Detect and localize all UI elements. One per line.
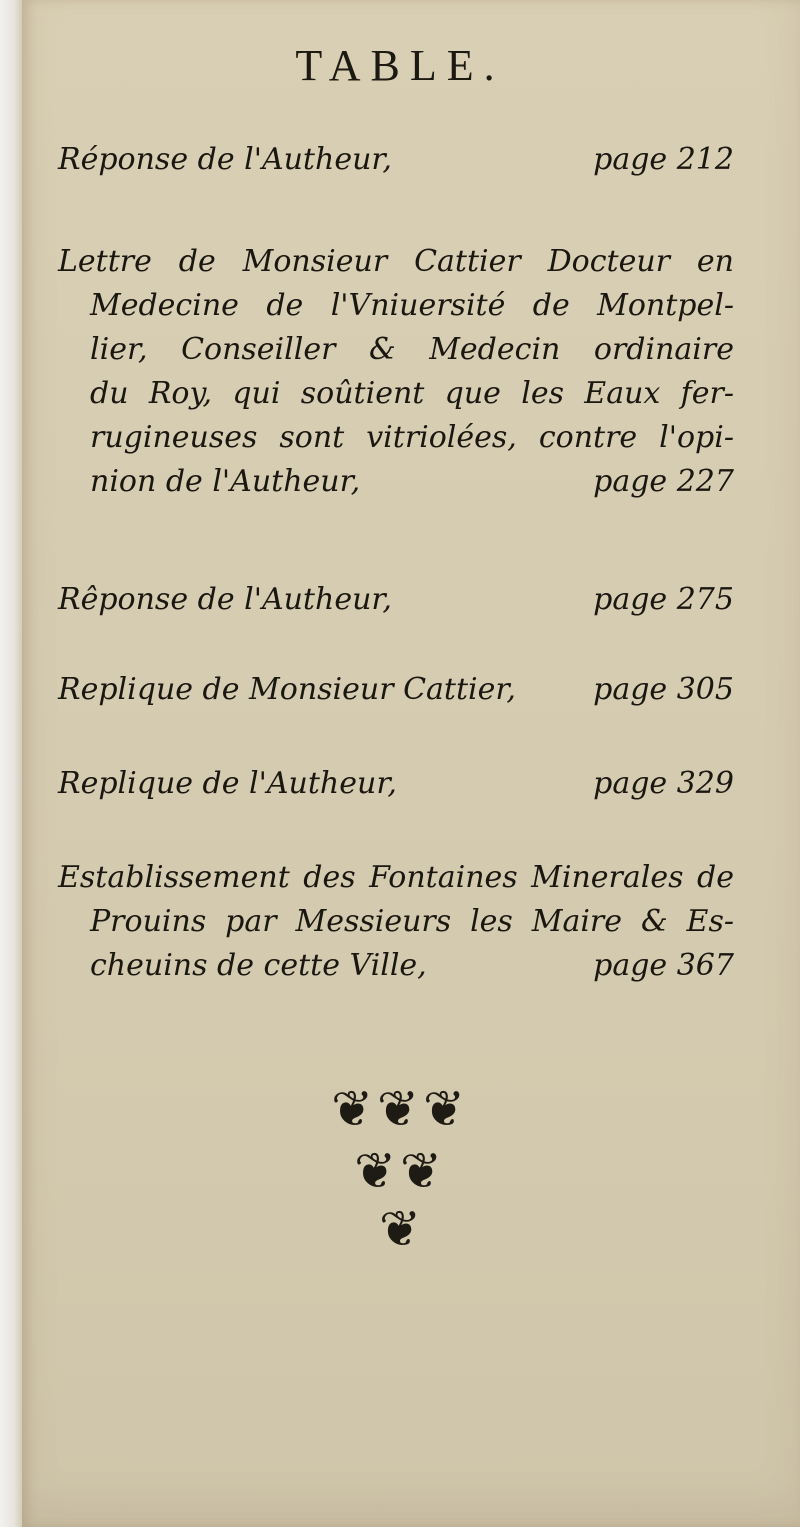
fleuron-row-middle (0, 1142, 800, 1200)
toc-entry (58, 240, 734, 504)
toc-entry-page: page 212 (593, 142, 734, 177)
toc-entry-text: Replique de Monsieur Cattier, (58, 672, 516, 707)
toc-entry (58, 138, 734, 182)
toc-entry-page: page 305 (593, 672, 734, 707)
toc-entry-text: Rêponse de l'Autheur, (58, 582, 392, 617)
toc-entry-line: rugineuses sont vitriolées, contre l'opi- (90, 420, 734, 455)
toc-entry-line: Medecine de l'Vniuersité de Montpel- (90, 288, 734, 323)
toc-entry-line: lier, Conseiller & Medecin ordinaire (90, 332, 734, 367)
fleuron-icon: ❦ (422, 1080, 469, 1138)
toc-entry-line (58, 668, 734, 712)
toc-entry-page: page 329 (593, 766, 734, 801)
page-gutter (0, 0, 24, 1527)
page-title: TABLE. (295, 41, 505, 90)
toc-entry (58, 578, 734, 622)
fleuron-icon: ❦ (379, 1200, 421, 1258)
toc-entry-line (58, 762, 734, 806)
fleuron-icon: ❦ (377, 1080, 423, 1138)
fleuron-icon: ❦ (400, 1142, 446, 1200)
toc-entry-page: page 367 (593, 948, 734, 983)
toc-entry-line (58, 944, 734, 988)
toc-entry-line (58, 460, 734, 504)
fleuron-icon: ❦ (331, 1080, 378, 1138)
toc-entry (58, 668, 734, 712)
fleuron-icon: ❦ (354, 1142, 400, 1200)
toc-entry-text: Réponse de l'Autheur, (58, 142, 392, 177)
toc-entry (58, 762, 734, 806)
toc-entry-line: du Roy, qui soûtient que les Eaux fer- (90, 376, 734, 411)
toc-entry-line: Establissement des Fontaines Minerales de (58, 860, 734, 895)
fleuron-row-bottom (0, 1200, 800, 1258)
toc-entry-line (58, 578, 734, 622)
toc-entry-page: page 227 (593, 464, 734, 499)
toc-entry-text: cheuins de cette Ville, (90, 948, 427, 983)
toc-entry-text: nion de l'Autheur, (90, 464, 361, 499)
toc-entry-page: page 275 (593, 582, 734, 617)
toc-entry-line: Prouins par Messieurs les Maire & Es- (90, 904, 734, 939)
toc-entry-text: Replique de l'Autheur, (58, 766, 397, 801)
toc-entry-line: Lettre de Monsieur Cattier Docteur en (58, 244, 734, 279)
toc-entry-line (58, 138, 734, 182)
fleuron-row-top (0, 1080, 800, 1138)
toc-entry (58, 856, 734, 988)
